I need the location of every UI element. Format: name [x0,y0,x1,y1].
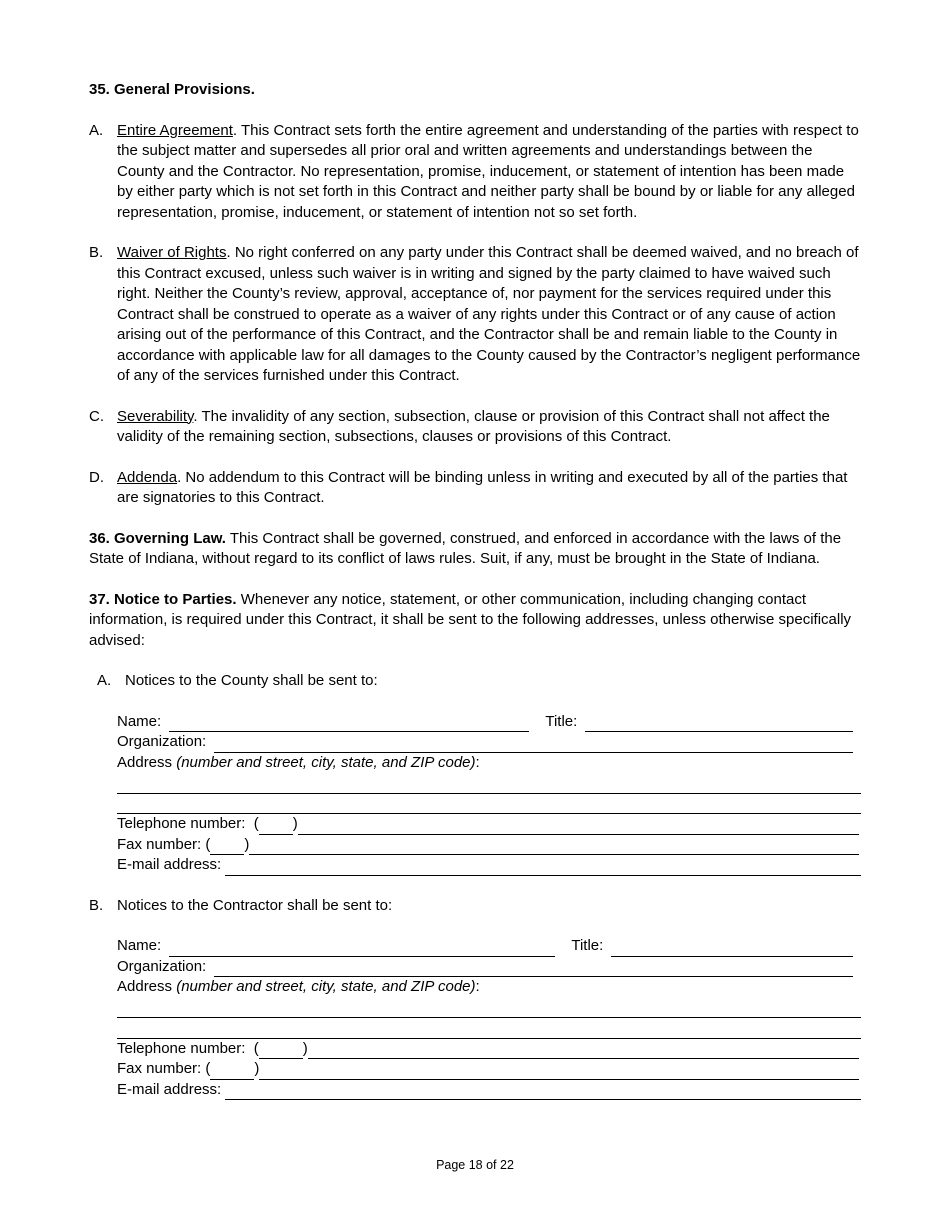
section-36 [89,529,861,570]
county-address-line-1[interactable] [117,773,861,794]
section-37-text: Whenever any notice, statement, or other communication, including changing contact information, is required under this Contract, it shall be sent to the following addresses, unless otherwise specifically advised: [89,590,852,649]
address-label: Address (number and street, city, state, and ZIP code): [117,753,480,771]
provision-d [89,468,861,509]
page-number: Page 18 of 22 [436,1158,514,1172]
county-name-field[interactable] [169,716,529,732]
fax-label: Fax number: ( [117,835,211,853]
name-label: Name: [117,712,166,730]
provision-b [89,243,861,387]
fax-label: Fax number: ( [117,1060,211,1077]
section-36-heading: 36. Governing Law. [89,529,226,547]
address-label: Address (number and street, city, state, and ZIP code): [117,978,480,995]
county-notice-heading [89,671,861,692]
provision-letter: C. [89,407,104,425]
county-title-field[interactable] [585,716,853,732]
document-page [89,80,861,1100]
name-label: Name: [117,937,166,954]
notice-heading-text: Notices to the Contractor shall be sent to: [117,896,393,914]
provision-letter: A. [89,121,104,139]
title-label: Title: [545,712,582,730]
section-35-heading: 35. General Provisions. [89,81,255,98]
county-fax-area-code-field[interactable] [210,839,244,855]
notice-letter: A. [97,672,112,689]
contractor-organization-field[interactable] [214,961,853,977]
contractor-fax-field[interactable] [259,1064,859,1080]
provision-text: . No addendum to this Contract will be binding unless in writing and executed by all of the parties that are signatories to this Contract. [117,468,848,506]
provision-title: Entire Agreement [117,121,233,139]
organization-label: Organization: [117,957,211,975]
section-36-text: This Contract shall be governed, construed, and enforced in accordance with the laws of the State of Indiana, without regard to its conflict of laws rules. Suit, if any, must be brought in the State of Indiana. [89,529,842,567]
section-37 [89,590,861,652]
county-contact-form: Name: Title: Organization: Address (number and street, city, state, and ZIP code): Telephone number: ( ) Fax number: ( ) E-mail address: [117,712,861,876]
email-label: E-mail address: [117,856,226,873]
provision-text: . No right conferred on any party under this Contract shall be deemed waived, and no breach of this Contract excused, unless such waiver is in writing and signed by the party claimed to have waived such right. Neither the County’s review, approval, acceptance of, nor payment for the services required under this Contract shall be construed to operate as a waiver of any rights under this Contract or of any cause of action arising out of the performance of this Contract, and the Contractor shall be and remain liable to the County in accordance with applicable law for all damages to the County caused by the Contractor’s negligent performance of any of the services furnished under this Contract. [117,244,861,384]
provision-title: Severability [117,407,194,425]
provision-title: Addenda [117,468,178,486]
title-label: Title: [571,937,608,954]
contractor-name-field[interactable] [169,941,555,957]
address-hint: (number and street, city, state, and ZIP code) [176,753,476,771]
provision-letter: B. [89,244,104,261]
contractor-notice-heading [89,896,861,917]
contractor-address-line-2[interactable] [117,1018,861,1039]
email-label: E-mail address: [117,1080,226,1098]
notice-heading-text: Notices to the County shall be sent to: [125,672,378,689]
contractor-email-field[interactable] [225,1084,861,1100]
provision-letter: D. [89,468,104,486]
county-area-code-field[interactable] [259,819,293,835]
contractor-fax-area-code-field[interactable] [210,1064,254,1080]
notice-letter: B. [89,896,104,914]
contractor-address-line-1[interactable] [117,998,861,1019]
county-telephone-field[interactable] [298,819,859,835]
provision-text: . This Contract sets forth the entire agreement and understanding of the parties with respect to the subject matter and supersedes all prior oral and written agreements and understandings between the County and the Contractor. No representation, promise, inducement, or statement of intention has been made by either party which is not set forth in this Contract and neither party shall be bound by or liable for any alleged representation, promise, inducement, or statement of intention not so set forth. [117,121,859,221]
county-fax-field[interactable] [249,839,859,855]
contractor-area-code-field[interactable] [259,1043,303,1059]
contractor-contact-form: Name: Title: Organization: Address (number and street, city, state, and ZIP code): Telephone number: ( ) Fax number: ( ) E-mail address: [117,936,861,1100]
county-address-line-2[interactable] [117,794,861,815]
telephone-label: Telephone number: ( [117,1039,259,1057]
contractor-telephone-field[interactable] [308,1043,859,1059]
county-organization-field[interactable] [214,737,853,753]
telephone-label: Telephone number: ( [117,815,259,832]
organization-label: Organization: [117,733,211,750]
address-hint: (number and street, city, state, and ZIP code) [176,978,476,995]
provision-c [89,407,861,448]
provision-title: Waiver of Rights [117,244,227,261]
section-37-heading: 37. Notice to Parties. [89,590,237,608]
provision-a [89,121,861,224]
county-email-field[interactable] [225,860,861,876]
contractor-title-field[interactable] [611,941,853,957]
provision-text: . The invalidity of any section, subsection, clause or provision of this Contract shall not affect the validity of the remaining section, subsections, clauses or provisions of this Contract. [117,407,830,445]
